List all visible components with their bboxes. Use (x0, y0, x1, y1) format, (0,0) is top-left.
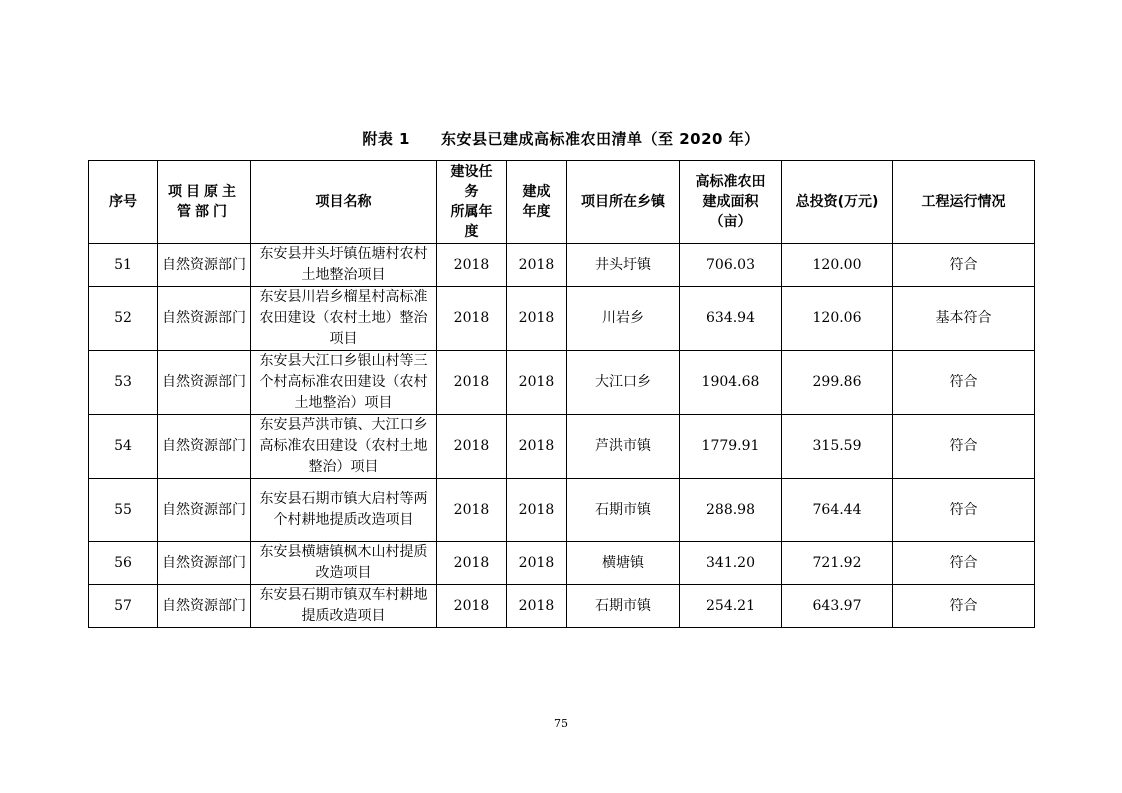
table-row (89, 287, 1035, 351)
cell-task-year: 2018 (437, 479, 507, 542)
cell-status: 符合 (893, 351, 1035, 415)
cell-town: 川岩乡 (567, 287, 680, 351)
cell-town: 横塘镇 (567, 542, 680, 585)
cell-town: 井头圩镇 (567, 244, 680, 287)
cell-investment: 721.92 (782, 542, 893, 585)
cell-dept: 自然资源部门 (158, 415, 251, 479)
cell-name: 东安县石期市镇双车村耕地提质改造项目 (251, 585, 437, 628)
cell-name: 东安县井头圩镇伍塘村农村土地整治项目 (251, 244, 437, 287)
table-row (89, 351, 1035, 415)
cell-investment: 643.97 (782, 585, 893, 628)
cell-build-year: 2018 (507, 585, 567, 628)
cell-task-year: 2018 (437, 244, 507, 287)
cell-status: 符合 (893, 542, 1035, 585)
header-name: 项目名称 (251, 161, 437, 244)
header-build-year: 建成 年度 (507, 161, 567, 244)
cell-build-year: 2018 (507, 542, 567, 585)
cell-investment: 120.06 (782, 287, 893, 351)
farmland-table (88, 160, 1035, 628)
cell-investment: 299.86 (782, 351, 893, 415)
header-task-year: 建设任 务 所属年 度 (437, 161, 507, 244)
cell-dept: 自然资源部门 (158, 479, 251, 542)
cell-area: 1904.68 (680, 351, 782, 415)
cell-area: 341.20 (680, 542, 782, 585)
cell-status: 基本符合 (893, 287, 1035, 351)
cell-seq: 56 (89, 542, 158, 585)
cell-dept: 自然资源部门 (158, 351, 251, 415)
cell-dept: 自然资源部门 (158, 585, 251, 628)
table-header-row (89, 161, 1035, 244)
cell-build-year: 2018 (507, 287, 567, 351)
table-row (89, 479, 1035, 542)
cell-status: 符合 (893, 415, 1035, 479)
cell-area: 1779.91 (680, 415, 782, 479)
cell-town: 石期市镇 (567, 585, 680, 628)
cell-task-year: 2018 (437, 415, 507, 479)
table-row (89, 244, 1035, 287)
table-row (89, 542, 1035, 585)
cell-build-year: 2018 (507, 415, 567, 479)
cell-dept: 自然资源部门 (158, 287, 251, 351)
cell-task-year: 2018 (437, 351, 507, 415)
cell-investment: 120.00 (782, 244, 893, 287)
cell-seq: 51 (89, 244, 158, 287)
cell-seq: 54 (89, 415, 158, 479)
cell-dept: 自然资源部门 (158, 244, 251, 287)
cell-name: 东安县石期市镇大启村等两个村耕地提质改造项目 (251, 479, 437, 542)
cell-seq: 55 (89, 479, 158, 542)
cell-town: 芦洪市镇 (567, 415, 680, 479)
cell-seq: 53 (89, 351, 158, 415)
cell-seq: 57 (89, 585, 158, 628)
cell-name: 东安县大江口乡银山村等三个村高标准农田建设（农村土地整治）项目 (251, 351, 437, 415)
cell-area: 288.98 (680, 479, 782, 542)
table-row (89, 415, 1035, 479)
cell-area: 254.21 (680, 585, 782, 628)
header-status: 工程运行情况 (893, 161, 1035, 244)
cell-town: 石期市镇 (567, 479, 680, 542)
cell-name: 东安县川岩乡榴星村高标准农田建设（农村土地）整治项目 (251, 287, 437, 351)
cell-task-year: 2018 (437, 287, 507, 351)
cell-build-year: 2018 (507, 351, 567, 415)
cell-status: 符合 (893, 585, 1035, 628)
cell-area: 634.94 (680, 287, 782, 351)
cell-name: 东安县芦洪市镇、大江口乡高标准农田建设（农村土地整治）项目 (251, 415, 437, 479)
cell-name: 东安县横塘镇枫木山村提质改造项目 (251, 542, 437, 585)
cell-build-year: 2018 (507, 479, 567, 542)
table-row (89, 585, 1035, 628)
header-dept: 项目原主 管部门 (158, 161, 251, 244)
cell-investment: 764.44 (782, 479, 893, 542)
header-investment: 总投资(万元) (782, 161, 893, 244)
cell-dept: 自然资源部门 (158, 542, 251, 585)
header-area: 高标准农田 建成面积 （亩） (680, 161, 782, 244)
cell-town: 大江口乡 (567, 351, 680, 415)
header-seq: 序号 (89, 161, 158, 244)
document-title: 附表 1 东安县已建成高标准农田清单（至 2020 年） (362, 130, 760, 148)
cell-build-year: 2018 (507, 244, 567, 287)
header-town: 项目所在乡镇 (567, 161, 680, 244)
page-number: 75 (554, 717, 568, 730)
cell-task-year: 2018 (437, 542, 507, 585)
cell-investment: 315.59 (782, 415, 893, 479)
cell-area: 706.03 (680, 244, 782, 287)
cell-status: 符合 (893, 244, 1035, 287)
cell-seq: 52 (89, 287, 158, 351)
cell-task-year: 2018 (437, 585, 507, 628)
cell-status: 符合 (893, 479, 1035, 542)
